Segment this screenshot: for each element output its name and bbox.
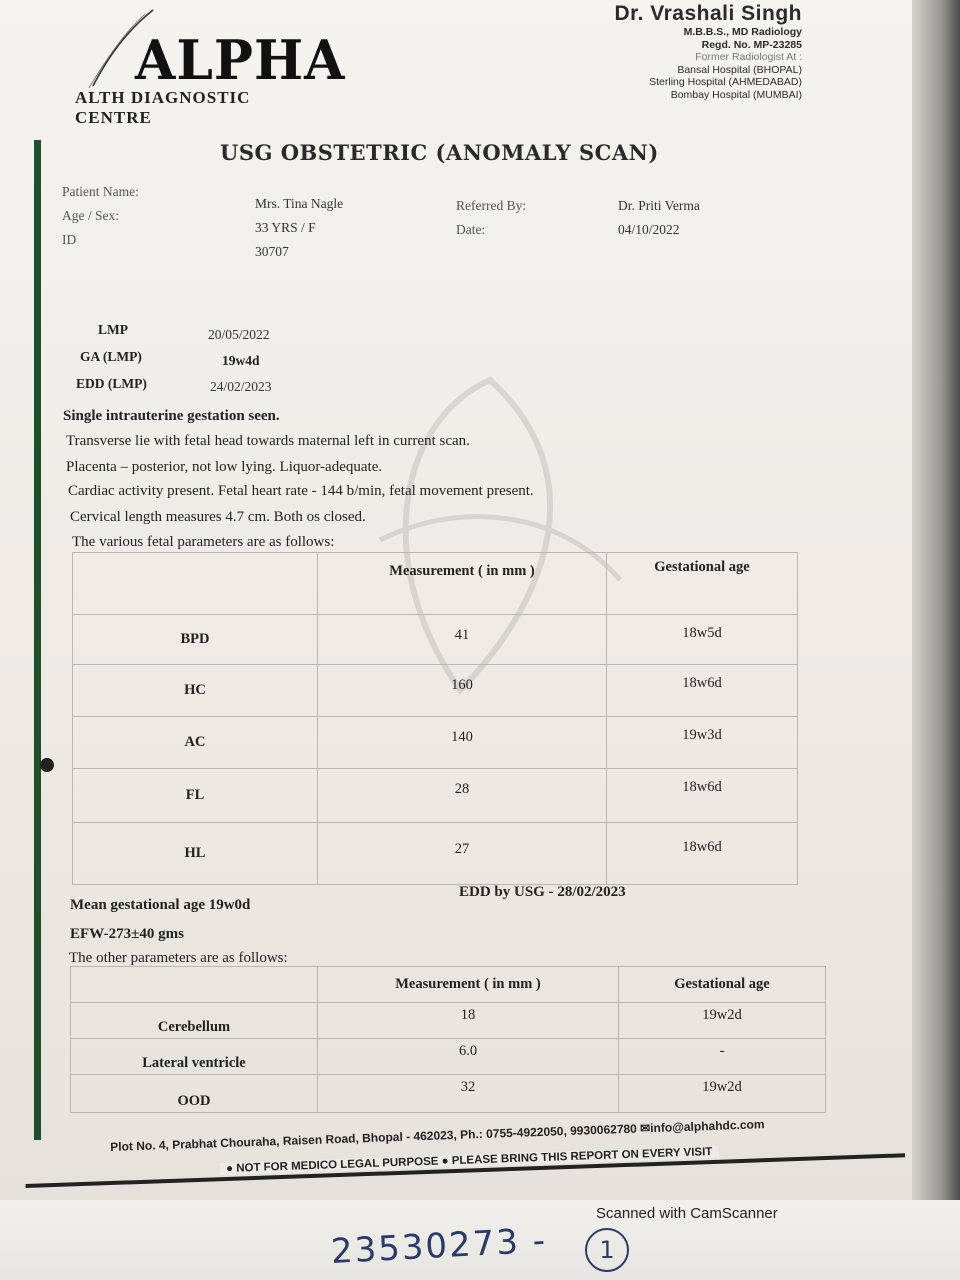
param-cell: BPD xyxy=(73,615,318,665)
measurement-cell: 18 xyxy=(318,1003,619,1039)
date-label: Date: xyxy=(456,222,486,237)
ga-label: GA (LMP) xyxy=(80,349,142,364)
former-hospital: Bombay Hospital (MUMBAI) xyxy=(670,88,802,101)
param-cell: HL xyxy=(73,823,318,885)
other-parameters-intro: The other parameters are as follows: xyxy=(69,950,288,966)
table-row xyxy=(73,665,798,717)
fetal-parameters-table xyxy=(72,552,798,885)
measurement-cell: 32 xyxy=(318,1075,619,1113)
doctor-registration: Regd. No. MP-23285 xyxy=(701,38,802,51)
handwritten-circled-number: 1 xyxy=(585,1228,629,1272)
finding-line: Placenta – posterior, not low lying. Liquor-adequate. xyxy=(66,459,383,475)
camscanner-watermark: Scanned with CamScanner xyxy=(596,1205,778,1222)
age-sex-label: Age / Sex: xyxy=(62,208,119,223)
param-cell: OOD xyxy=(71,1075,318,1113)
ga-cell: 19w2d xyxy=(619,1003,826,1039)
param-cell: Lateral ventricle xyxy=(71,1039,318,1075)
former-hospital: Sterling Hospital (AHMEDABAD) xyxy=(649,76,802,88)
lmp-value: 20/05/2022 xyxy=(208,327,270,342)
ga-cell: 19w2d xyxy=(619,1075,826,1113)
logo-subtitle: ALTH DIAGNOSTIC CENTRE xyxy=(75,88,251,127)
table-row xyxy=(73,823,798,885)
ga-cell: 19w3d xyxy=(607,717,798,769)
header-cell xyxy=(71,967,318,1003)
param-cell: FL xyxy=(73,769,318,823)
table-header-row xyxy=(71,967,826,1003)
id-label: ID xyxy=(62,232,77,247)
lmp-label: LMP xyxy=(98,322,128,337)
ga-cell: 18w6d xyxy=(607,769,798,823)
doctor-info xyxy=(614,0,802,101)
former-hospital: Bansal Hospital (BHOPAL) xyxy=(677,63,802,76)
former-label: Former Radiologist At : xyxy=(695,51,802,63)
finding-line: The various fetal parameters are as follows: xyxy=(72,534,335,550)
ga-cell: - xyxy=(619,1039,826,1075)
header-cell: Gestational age xyxy=(619,967,826,1003)
ga-cell: 18w6d xyxy=(607,665,798,717)
table-row xyxy=(73,615,798,665)
param-cell: Cerebellum xyxy=(71,1003,318,1039)
patient-id: 30707 xyxy=(255,244,289,259)
footer-address: Plot No. 4, Prabhat Chouraha, Raisen Road, Bhopal - 462023, Ph.: 0755-4922050, 9930062780 ✉info@alphahdc.com xyxy=(110,1117,765,1154)
measurement-cell: 27 xyxy=(318,823,607,885)
edd-value: 24/02/2023 xyxy=(210,379,272,394)
patient-age-sex: 33 YRS / F xyxy=(255,220,316,235)
footer-note: ● NOT FOR MEDICO LEGAL PURPOSE ● PLEASE BRING THIS REPORT ON EVERY VISIT xyxy=(220,1146,719,1175)
measurement-cell: 6.0 xyxy=(318,1039,619,1075)
ga-cell: 18w6d xyxy=(607,823,798,885)
findings-headline: Single intrauterine gestation seen. xyxy=(63,408,280,424)
efw: EFW-273±40 gms xyxy=(70,926,184,942)
binder-hole xyxy=(40,758,54,772)
finding-line: Cervical length measures 4.7 cm. Both os closed. xyxy=(70,509,366,525)
referred-by: Dr. Priti Verma xyxy=(618,198,700,213)
report-title: USG OBSTETRIC (ANOMALY SCAN) xyxy=(220,140,659,165)
clinic-logo xyxy=(75,8,346,127)
patient-name-label: Patient Name: xyxy=(62,184,139,199)
report-date: 04/10/2022 xyxy=(618,222,680,237)
doctor-degree: M.B.B.S., MD Radiology xyxy=(683,26,802,38)
edd-label: EDD (LMP) xyxy=(76,376,147,391)
header-cell: Gestational age xyxy=(607,553,798,615)
param-cell: HC xyxy=(73,665,318,717)
table-header-row xyxy=(73,553,798,615)
edd-by-usg: EDD by USG - 28/02/2023 xyxy=(459,884,626,900)
header-cell: Measurement ( in mm ) xyxy=(318,553,607,615)
table-row xyxy=(71,1039,826,1075)
table-row xyxy=(71,1003,826,1039)
patient-name: Mrs. Tina Nagle xyxy=(255,196,344,211)
measurement-cell: 160 xyxy=(318,665,607,717)
other-parameters-table xyxy=(70,966,826,1113)
referred-by-label: Referred By: xyxy=(456,198,527,213)
ga-cell: 18w5d xyxy=(607,615,798,665)
accent-bar xyxy=(34,140,41,1140)
table-row xyxy=(73,769,798,823)
measurement-cell: 28 xyxy=(318,769,607,823)
finding-line: Cardiac activity present. Fetal heart rate - 144 b/min, fetal movement present. xyxy=(68,483,534,499)
handwritten-number: 23530273 - xyxy=(330,1220,548,1272)
header-cell xyxy=(73,553,318,615)
logo-text: ALPHA xyxy=(135,28,346,93)
table-row xyxy=(73,717,798,769)
finding-line: Transverse lie with fetal head towards maternal left in current scan. xyxy=(66,433,470,449)
doctor-name: Dr. Vrashali Singh xyxy=(614,2,802,25)
mean-gestational-age: Mean gestational age 19w0d xyxy=(70,897,251,913)
param-cell: AC xyxy=(73,717,318,769)
header-cell: Measurement ( in mm ) xyxy=(318,967,619,1003)
page-shadow xyxy=(912,0,960,1200)
table-row xyxy=(71,1075,826,1113)
measurement-cell: 140 xyxy=(318,717,607,769)
ga-value: 19w4d xyxy=(222,353,260,368)
measurement-cell: 41 xyxy=(318,615,607,665)
